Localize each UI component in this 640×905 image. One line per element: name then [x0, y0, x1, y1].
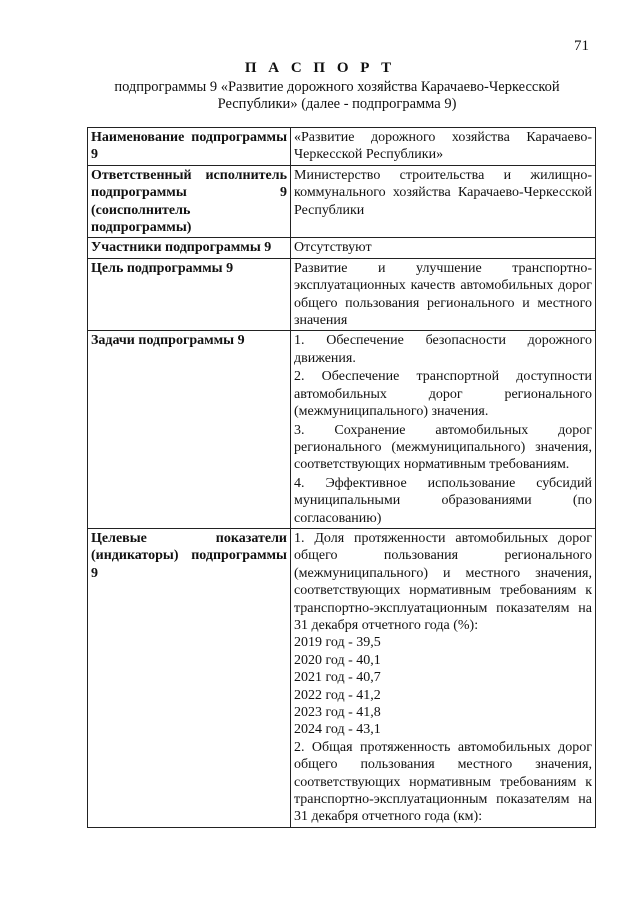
table-row-tasks — [88, 331, 596, 528]
table-row-goal — [88, 258, 596, 331]
row-label-participants: Участники подпрограммы 9 — [88, 238, 291, 258]
passport-table — [87, 127, 596, 828]
table-row-indicators — [88, 528, 596, 827]
row-label-executor: Ответственный исполнитель подпрограммы 9 (соисполнитель подпрограммы) — [88, 165, 291, 238]
indicator-year-value: 2024 год - 43,1 — [294, 722, 381, 738]
indicator-year-value: 2021 год - 40,7 — [294, 670, 381, 686]
table-row-name — [88, 128, 596, 166]
indicator-item: 2. Общая протяженность автомобильных дорог общего пользования местного значения, соответствующих нормативным требованиям к транспортно-эксплуатационным показателям на 31 декабря отчетного года (км): — [294, 739, 592, 825]
row-value-name: «Развитие дорожного хозяйства Карачаево-Черкесской Республики» — [291, 128, 596, 166]
row-label-name: Наименование подпрограммы 9 — [88, 128, 291, 166]
task-item: 3. Сохранение автомобильных дорог регионального (межмуниципального) значения, соответствующих нормативным требованиям. — [294, 422, 592, 473]
indicator-year-value: 2022 год - 41,2 — [294, 687, 381, 703]
table-row-participants — [88, 238, 596, 258]
row-value-participants: Отсутствуют — [291, 238, 596, 258]
row-label-goal: Цель подпрограммы 9 — [88, 258, 291, 331]
indicator-year-value: 2023 год - 41,8 — [294, 705, 381, 720]
task-item: 2. Обеспечение транспортной доступности автомобильных дорог регионального (межмуниципального) значения. — [294, 369, 592, 420]
indicator-year-value: 2020 год - 40,1 — [294, 652, 381, 668]
task-item: 1. Обеспечение безопасности дорожного движения. — [294, 333, 592, 366]
table-row-executor — [88, 165, 596, 238]
indicator-year-value: 2019 год - 39,5 — [294, 635, 381, 651]
row-label-tasks: Задачи подпрограммы 9 — [88, 331, 291, 528]
row-value-indicators — [291, 528, 596, 827]
row-value-executor: Министерство строительства и жилищно-коммунального хозяйства Карачаево-Черкесской Республики — [291, 165, 596, 238]
row-label-indicators: Целевые показатели (индикаторы) подпрограммы 9 — [88, 528, 291, 827]
document-title: П А С П О Р Т — [244, 60, 396, 76]
page-number: 71 — [574, 38, 589, 54]
task-item: 4. Эффективное использование субсидий муниципальными образованиями (по согласованию) — [294, 475, 592, 526]
row-value-goal: Развитие и улучшение транспортно-эксплуатационных качеств автомобильных дорог общего пользования регионального и местного значения — [291, 258, 596, 331]
indicator-item: 1. Доля протяженности автомобильных дорог общего пользования регионального (межмуниципального) и местного значения, соответствующих нормативным требованиям к транспортно-эксплуатационным показателям на 31 декабря отчетного года (%): — [294, 530, 592, 633]
document-subtitle: подпрограммы 9 «Развитие дорожного хозяйства Карачаево-Черкесской Республики» (далее - подпрограмма 9) — [114, 79, 560, 112]
row-value-tasks — [291, 331, 596, 528]
